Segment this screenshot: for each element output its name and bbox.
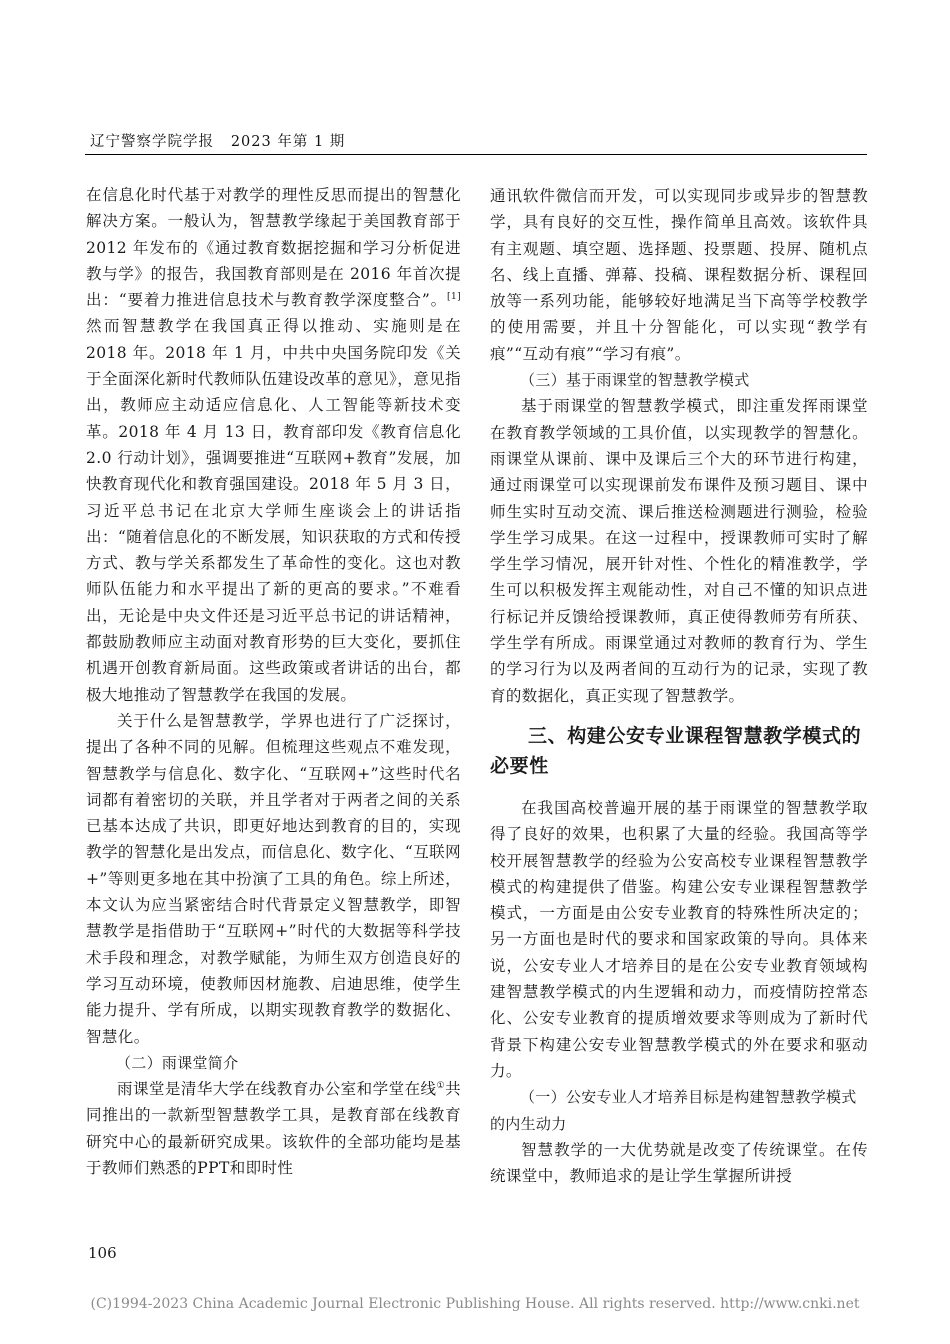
subsection-heading: （一）公安专业人才培养目标是构建智慧教学模式的内生动力 [490, 1088, 857, 1133]
left-column [86, 182, 461, 1181]
paragraph: 在我国高校普遍开展的基于雨课堂的智慧教学取得了良好的效果，也积累了大量的经验。我国高等学校开展智慧教学的经验为公安高校专业课程智慧教学模式的构建提供了借鉴。构建公安专业课程智慧教学模式，一方面是由公安专业教育的特殊性所决定的；另一方面也是时代的要求和国家政策的导向。具体来说，公安专业人才培养目的是在公安专业教育领域构建智慧教学模式的内生逻辑和动力，而疫情防控常态化、公安专业教育的提质增效要求等则成为了新时代背景下构建公安专业智慧教学模式的外在要求和驱动力。 [490, 798, 868, 1080]
paragraph: 关于什么是智慧教学，学界也进行了广泛探讨，提出了各种不同的见解。但梳理这些观点不难发现，智慧教学与信息化、数字化、“互联网+”这些时代名词都有着密切的关联，并且学者对于两者之间的关系已基本达成了共识，即更好地达到教育的目的，实现教学的智慧化是出发点，而信息化、数字化、“互联网+”等则更多地在其中扮演了工具的角色。综上所述，本文认为应当紧密结合时代背景定义智慧教学，即智慧教学是指借助于“互联网+”时代的大数据等科学技术手段和理念，对教学赋能，为师生双方创造良好的学习互动环境，使教师因材施教、启迪思维，使学生能力提升、学有所成，以期实现教育教学的数据化、智慧化。 [86, 711, 461, 1046]
copyright-footer: (C)1994-2023 China Academic Journal Electronic Publishing House. All rights reserved. http://www.cnki.net [90, 1296, 860, 1312]
subsection-heading: （三）基于雨课堂的智慧教学模式 [520, 371, 750, 390]
paragraph: 智慧教学的一大优势就是改变了传统课堂。在传统课堂中，教师追求的是让学生掌握所讲授 [490, 1140, 868, 1186]
subsection-heading: （二）雨课堂简介 [116, 1053, 239, 1072]
paragraph: 在信息化时代基于对教学的理性反思而提出的智慧化解决方案。一般认为，智慧教学缘起于美国教育部于 2012 年发布的《通过教育数据挖掘和学习分析促进教与学》的报告，我国教育部则是在 2016 年首次提出：“要着力推进信息技术与教育教学深度整合”。[1]然而智慧教学在我国真正得以推动、实施则是在 2018 年。2018 年 1 月，中共中央国务院印发《关于全面深化新时代教师队伍建设改革的意见》，意见指出，教师应主动适应信息化、人工智能等新技术变革。2018 年 4 月 13 日，教育部印发《教育信息化 2.0 行动计划》，强调要推进“互联网+教育”发展，加快教育现代化和教育强国建设。2018 年 5 月 3 日，习近平总书记在北京大学师生座谈会上的讲话指出：“随着信息化的不断发展，知识获取的方式和传授方式、教与学关系都发生了革命性的变化。这也对教师队伍能力和水平提出了新的更高的要求。”不难看出，无论是中央文件还是习近平总书记的讲话精神，都鼓励教师应主动面对教育形势的巨大变化，要抓住机遇开创教育新局面。这些政策或者讲话的出台，都极大地推动了智慧教学在我国的发展。 [86, 186, 461, 704]
right-column [490, 183, 868, 1189]
issue-label: 2023 年第 1 期 [230, 134, 346, 150]
page-number: 106 [88, 1244, 117, 1262]
paragraph: 雨课堂是清华大学在线教育办公室和学堂在线①共同推出的一款新型智慧教学工具，是教育部在线教育研究中心的最新研究成果。该软件的全部功能均是基于教师们熟悉的PPT和即时性 [86, 1080, 461, 1177]
journal-name: 辽宁警察学院学报 [90, 134, 214, 150]
section-heading: 三、构建公安专业课程智慧教学模式的必要性 [490, 724, 862, 777]
paragraph: 通讯软件微信而开发，可以实现同步或异步的智慧教学，具有良好的交互性，操作简单且高效。该软件具有主观题、填空题、选择题、投票题、投屏、随机点名、线上直播、弹幕、投稿、课程数据分析、课程回放等一系列功能，能够较好地满足当下高等学校教学的使用需要，并且十分智能化，可以实现“教学有痕”“互动有痕”“学习有痕”。 [490, 187, 868, 363]
paragraph: 基于雨课堂的智慧教学模式，即注重发挥雨课堂在教育教学领域的工具价值，以实现教学的智慧化。雨课堂从课前、课中及课后三个大的环节进行构建，通过雨课堂可以实现课前发布课件及预习题目、课中师生实时互动交流、课后推送检测题进行测验，检验学生学习成果。在这一过程中，授课教师可实时了解学生学习情况，展开针对性、个性化的精准教学，学生可以积极发挥主观能动性，对自己不懂的知识点进行标记并反馈给授课教师，真正使得教师劳有所获、学生学有所成。雨课堂通过对教师的教育行为、学生的学习行为以及两者间的互动行为的记录，实现了教育的数据化，真正实现了智慧教学。 [490, 397, 868, 705]
running-header [90, 130, 345, 151]
header-rule [85, 154, 867, 155]
footnote-marker: ① [436, 1080, 446, 1091]
citation-marker: [1] [447, 292, 461, 303]
